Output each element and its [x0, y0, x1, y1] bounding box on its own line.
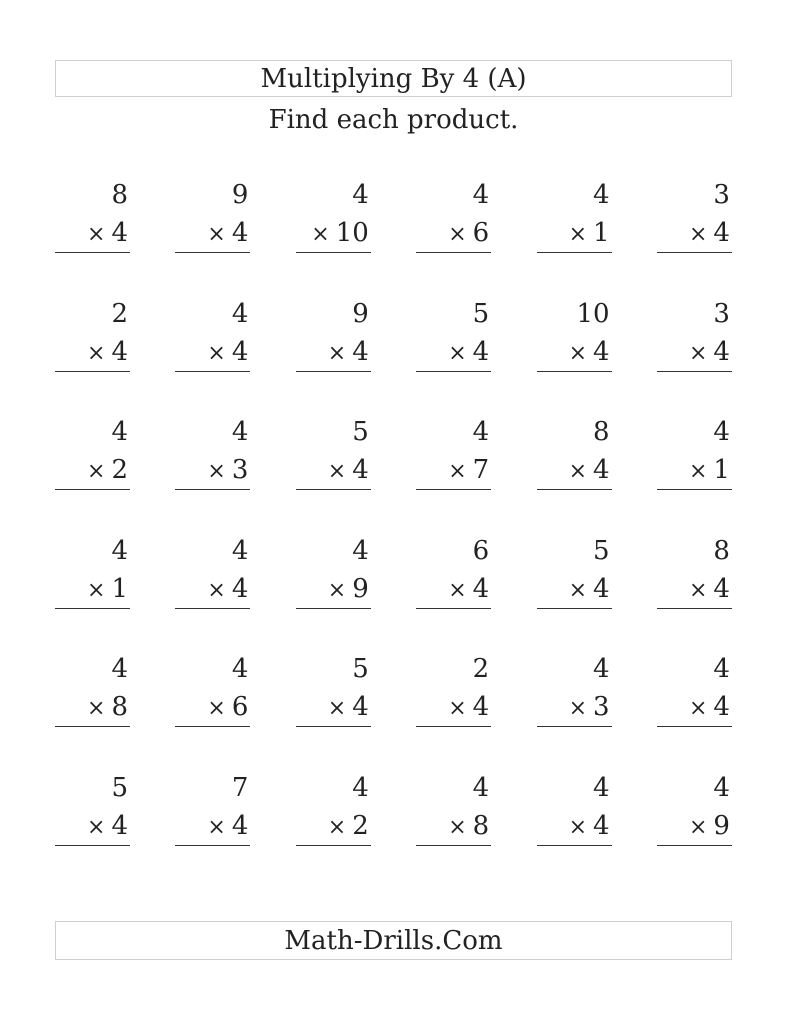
multiplicand: 3	[713, 298, 730, 329]
multiplier-line	[657, 451, 732, 490]
problem	[416, 650, 491, 769]
times-sign: ×	[568, 459, 588, 485]
multiplier: 4	[352, 692, 369, 723]
multiplicand: 7	[231, 772, 249, 803]
multiplier: 4	[472, 692, 490, 723]
multiplicand: 4	[231, 654, 249, 685]
multiplicand: 4	[713, 417, 730, 448]
multiplier: 1	[111, 573, 128, 604]
multiplier-line	[55, 214, 130, 253]
problem	[55, 532, 130, 651]
multiplicand: 2	[472, 654, 490, 685]
multiplier-line	[537, 807, 612, 846]
multiplicand: 5	[593, 535, 610, 566]
multiplier: 1	[593, 218, 610, 248]
problem	[657, 650, 732, 769]
multiplicand: 4	[593, 654, 610, 685]
multiplier-line	[657, 570, 732, 609]
problem	[55, 176, 130, 295]
multiplier: 4	[111, 218, 128, 248]
times-sign: ×	[207, 340, 226, 366]
times-sign: ×	[87, 222, 106, 247]
multiplicand: 8	[713, 535, 730, 566]
multiplier: 1	[713, 455, 730, 486]
multiplier-line	[55, 333, 130, 372]
multiplicand: 4	[472, 417, 490, 448]
multiplier-line	[175, 807, 250, 846]
multiplier-line	[416, 807, 491, 846]
times-sign: ×	[87, 577, 106, 603]
problem	[416, 532, 491, 651]
multiplier: 10	[335, 218, 369, 248]
multiplier-line	[175, 333, 250, 372]
problem	[55, 769, 130, 888]
problem	[657, 769, 732, 888]
problem	[175, 176, 250, 295]
times-sign: ×	[207, 814, 226, 840]
problem	[175, 413, 250, 532]
multiplicand: 4	[472, 772, 490, 803]
multiplier-line	[175, 214, 250, 253]
multiplier: 3	[593, 692, 610, 723]
times-sign: ×	[327, 340, 347, 366]
worksheet-title-box	[55, 60, 732, 97]
multiplier: 4	[472, 573, 490, 604]
multiplicand: 3	[713, 180, 730, 210]
times-sign: ×	[688, 459, 708, 485]
times-sign: ×	[448, 577, 467, 603]
multiplier-line	[657, 214, 732, 253]
times-sign: ×	[207, 577, 226, 603]
multiplier-line	[175, 570, 250, 609]
multiplicand: 2	[111, 298, 128, 329]
problem	[296, 295, 371, 414]
multiplicand: 4	[111, 654, 128, 685]
multiplier: 9	[352, 573, 369, 604]
instructions: Find each product.	[268, 105, 519, 135]
multiplicand: 4	[713, 654, 730, 685]
times-sign: ×	[448, 459, 467, 485]
multiplier-line	[55, 807, 130, 846]
problem	[537, 176, 612, 295]
multiplier: 7	[472, 455, 490, 486]
multiplier-line	[296, 807, 371, 846]
multiplier-line	[296, 333, 371, 372]
problem	[657, 413, 732, 532]
multiplicand: 8	[111, 180, 128, 210]
multiplier-line	[537, 451, 612, 490]
multiplier-line	[416, 451, 491, 490]
multiplier-line	[175, 451, 250, 490]
multiplicand: 4	[111, 535, 128, 566]
times-sign: ×	[448, 340, 467, 366]
multiplier-line	[416, 214, 491, 253]
problem	[296, 650, 371, 769]
multiplicand: 4	[352, 180, 369, 210]
multiplier-line	[296, 688, 371, 727]
problem	[537, 295, 612, 414]
multiplier: 8	[111, 692, 128, 723]
multiplier-line	[296, 451, 371, 490]
times-sign: ×	[87, 340, 106, 366]
multiplier: 4	[231, 336, 249, 367]
times-sign: ×	[327, 696, 347, 722]
times-sign: ×	[207, 222, 226, 247]
multiplier: 4	[713, 336, 730, 367]
multiplier-line	[657, 688, 732, 727]
multiplier-line	[537, 570, 612, 609]
times-sign: ×	[568, 696, 588, 722]
multiplier-line	[537, 333, 612, 372]
multiplier-line	[296, 570, 371, 609]
multiplicand: 5	[352, 654, 369, 685]
problem	[296, 413, 371, 532]
multiplier: 4	[593, 810, 610, 841]
multiplier-line	[416, 688, 491, 727]
multiplier-line	[296, 214, 371, 253]
problem	[296, 532, 371, 651]
multiplicand: 9	[352, 298, 369, 329]
times-sign: ×	[207, 459, 226, 485]
problem	[537, 650, 612, 769]
multiplicand: 10	[576, 298, 610, 329]
multiplier: 4	[231, 218, 249, 248]
multiplicand: 4	[593, 772, 610, 803]
problem	[55, 650, 130, 769]
problem	[657, 295, 732, 414]
problem	[55, 295, 130, 414]
problem	[416, 176, 491, 295]
problem	[55, 413, 130, 532]
multiplicand: 9	[231, 180, 249, 210]
times-sign: ×	[87, 696, 106, 722]
times-sign: ×	[688, 814, 708, 840]
multiplicand: 5	[472, 298, 490, 329]
problem	[175, 650, 250, 769]
worksheet-title: Multiplying By 4 (A)	[260, 64, 527, 94]
multiplier: 2	[111, 455, 128, 486]
multiplicand: 4	[713, 772, 730, 803]
times-sign: ×	[87, 459, 106, 485]
times-sign: ×	[688, 696, 708, 722]
multiplier-line	[657, 333, 732, 372]
multiplier-line	[55, 570, 130, 609]
times-sign: ×	[311, 222, 330, 247]
multiplicand: 4	[593, 180, 610, 210]
problem	[175, 295, 250, 414]
multiplicand: 4	[231, 535, 249, 566]
problem	[296, 176, 371, 295]
problem	[416, 413, 491, 532]
multiplier: 4	[593, 455, 610, 486]
multiplier-line	[175, 688, 250, 727]
multiplier: 4	[352, 455, 369, 486]
multiplicand: 4	[352, 535, 369, 566]
times-sign: ×	[327, 814, 347, 840]
multiplier: 4	[713, 692, 730, 723]
multiplier: 4	[593, 336, 610, 367]
multiplicand: 8	[593, 417, 610, 448]
problem	[657, 532, 732, 651]
problem-grid	[55, 176, 732, 888]
multiplier-line	[537, 214, 612, 253]
problem	[296, 769, 371, 888]
footer-box	[55, 921, 732, 960]
multiplier-line	[416, 333, 491, 372]
multiplier: 4	[231, 573, 249, 604]
multiplicand: 4	[352, 772, 369, 803]
times-sign: ×	[448, 222, 467, 247]
times-sign: ×	[327, 577, 347, 603]
problem	[416, 769, 491, 888]
multiplier: 4	[231, 810, 249, 841]
multiplicand: 4	[231, 417, 249, 448]
multiplier-line	[416, 570, 491, 609]
times-sign: ×	[688, 222, 708, 247]
times-sign: ×	[207, 696, 226, 722]
times-sign: ×	[87, 814, 106, 840]
multiplier: 4	[111, 810, 128, 841]
multiplicand: 4	[231, 298, 249, 329]
multiplier-line	[537, 688, 612, 727]
multiplier: 4	[713, 218, 730, 248]
multiplier: 9	[713, 810, 730, 841]
times-sign: ×	[448, 814, 467, 840]
problem	[175, 532, 250, 651]
problem	[657, 176, 732, 295]
multiplier: 4	[472, 336, 490, 367]
multiplier: 6	[472, 218, 490, 248]
times-sign: ×	[448, 696, 467, 722]
multiplier: 4	[593, 573, 610, 604]
multiplicand: 4	[472, 180, 490, 210]
multiplier: 4	[352, 336, 369, 367]
multiplier: 2	[352, 810, 369, 841]
times-sign: ×	[327, 459, 347, 485]
problem	[537, 413, 612, 532]
multiplicand: 6	[472, 535, 490, 566]
multiplier-line	[55, 451, 130, 490]
multiplier: 4	[111, 336, 128, 367]
times-sign: ×	[688, 577, 708, 603]
multiplier-line	[55, 688, 130, 727]
multiplicand: 5	[111, 772, 128, 803]
times-sign: ×	[568, 222, 588, 247]
multiplier: 3	[231, 455, 249, 486]
problem	[537, 532, 612, 651]
multiplier: 8	[472, 810, 490, 841]
multiplier: 6	[231, 692, 249, 723]
times-sign: ×	[568, 577, 588, 603]
multiplier: 4	[713, 573, 730, 604]
problem	[537, 769, 612, 888]
problem	[175, 769, 250, 888]
multiplicand: 5	[352, 417, 369, 448]
times-sign: ×	[688, 340, 708, 366]
problem	[416, 295, 491, 414]
footer-site: Math-Drills.Com	[284, 926, 503, 956]
times-sign: ×	[568, 814, 588, 840]
times-sign: ×	[568, 340, 588, 366]
multiplier-line	[657, 807, 732, 846]
multiplicand: 4	[111, 417, 128, 448]
